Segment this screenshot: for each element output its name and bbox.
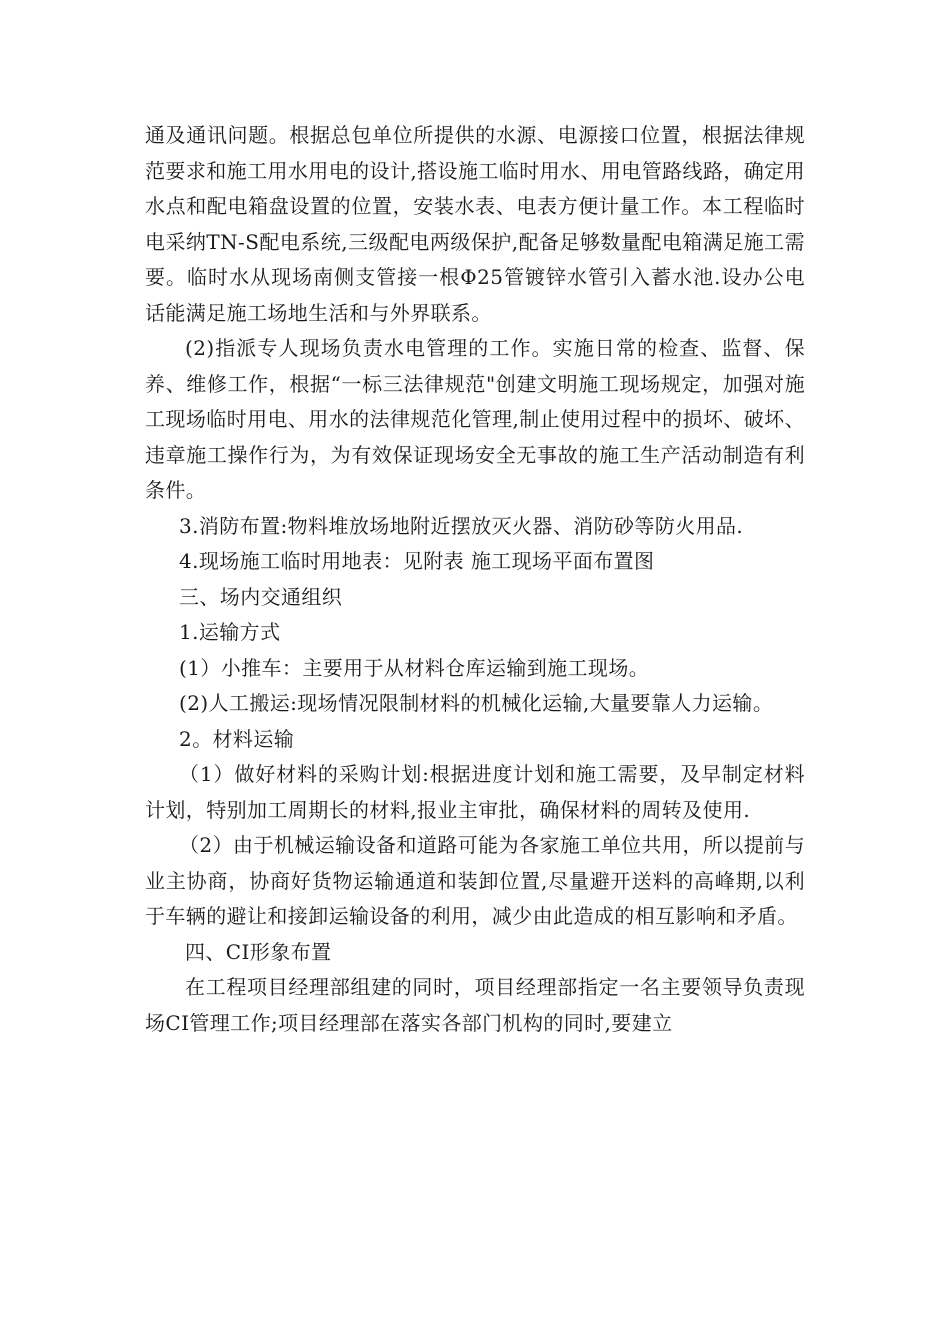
section-heading-ci: 四、CI形象布置: [185, 939, 332, 964]
paragraph-ci-management: 在工程项目经理部组建的同时，项目经理部指定一名主要领导负责现场CI管理工作;项目经理部在落实各部门机构的同时,要建立: [145, 975, 805, 1035]
subheading-transport-mode: 1.运输方式: [179, 620, 281, 644]
paragraph-temporary-utilities: 通及通讯问题。根据总包单位所提供的水源、电源接口位置，根据法律规范要求和施工用水用电的设计,搭设施工临时用水、用电管路线路，确定用水点和配电箱盘设置的位置，安装水表、电表方便计量工作。本工程临时电采纳TN-S配电系统,三级配电两级保护,配备足够数量配电箱满足施工需要。临时水从现场南侧支管接一根Φ25管镀锌水管引入蓄水池.设办公电话能满足施工场地生活和与外界联系。: [145, 123, 805, 325]
paragraph-manual-handling: (2)人工搬运:现场情况限制材料的机械化运输,大量要靠人力运输。: [179, 691, 774, 715]
paragraph-procurement-plan: （1）做好材料的采购计划:根据进度计划和施工需要，及早制定材料计划，特别加工周期长的材料,报业主审批，确保材料的周转及使用.: [145, 762, 805, 822]
document-page: [145, 118, 805, 1041]
paragraph-fire-protection: 3.消防布置:物料堆放场地附近摆放灭火器、消防砂等防火用品.: [179, 513, 744, 538]
subheading-material-transport: 2。材料运输: [179, 726, 295, 751]
paragraph-land-use-table: 4.现场施工临时用地表：见附表 施工现场平面布置图: [179, 549, 655, 573]
paragraph-utilities-management: (2)指派专人现场负责水电管理的工作。实施日常的检查、监督、保养、维修工作，根据“一标三法律规范"创建文明施工现场规定，加强对施工现场临时用电、用水的法律规范化管理,制止使用过程中的损坏、破坏、违章施工操作行为，为有效保证现场安全无事故的施工生产活动制造有利条件。: [145, 336, 805, 502]
paragraph-coordination: （2）由于机械运输设备和道路可能为各家施工单位共用，所以提前与业主协商，协商好货物运输通道和装卸位置,尽量避开送料的高峰期,以利于车辆的避让和接卸运输设备的利用，减少由此造成的相互影响和矛盾。: [145, 833, 805, 928]
paragraph-handcart: (1）小推车：主要用于从材料仓库运输到施工现场。: [179, 655, 650, 680]
section-heading-traffic: 三、场内交通组织: [179, 584, 343, 609]
